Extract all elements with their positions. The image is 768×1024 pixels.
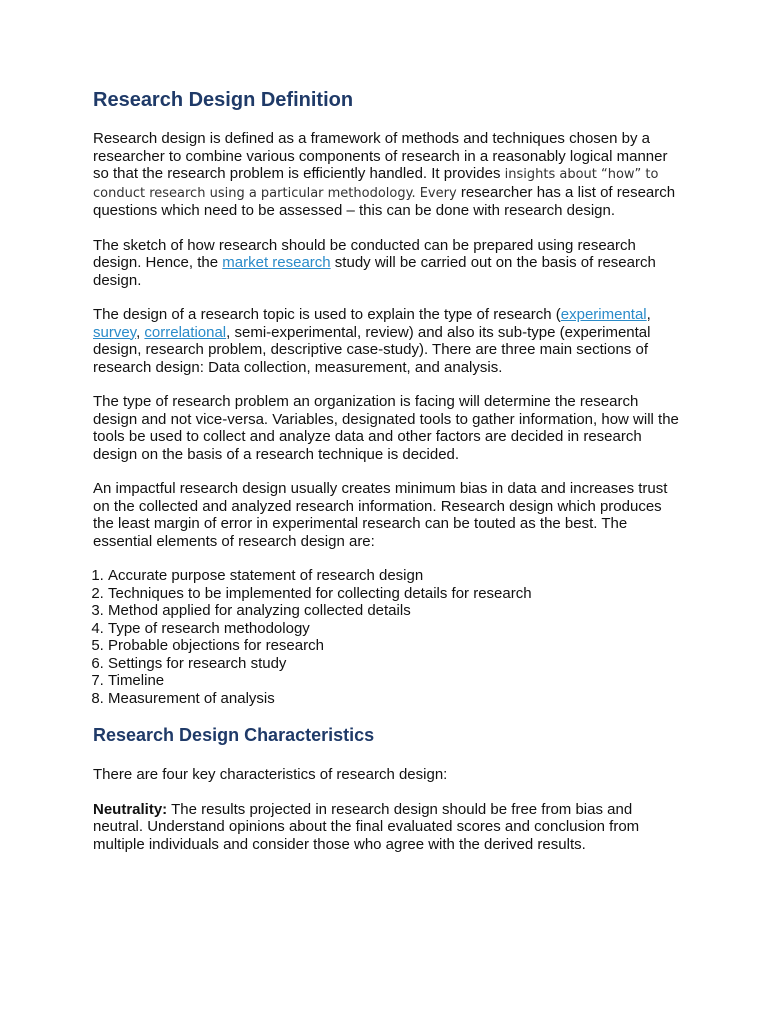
paragraph-sketch-part-b: study will be carried out on the basis of research design. xyxy=(93,254,656,289)
paragraph-design-topic-part-b: , semi-experimental, review) and also its sub-type (experimental design, research problem, descriptive case-study). There are three main sections of research design: Data collection, measurement, and analysis. xyxy=(93,323,651,376)
list-item: 3. Method applied for analyzing collected details xyxy=(108,602,683,620)
market-research-link[interactable]: market research xyxy=(222,254,331,271)
paragraph-sketch-part-a: The sketch of how research should be conducted can be prepared using research design. Hence, the xyxy=(93,236,636,271)
paragraph-design-topic-part-a: The design of a research topic is used to explain the type of research ( xyxy=(93,306,561,323)
list-item: 7. Timeline xyxy=(108,672,683,690)
heading-research-design-definition: Research Design Definition xyxy=(93,89,354,111)
document-page xyxy=(93,86,683,853)
separator-2: , xyxy=(136,323,145,341)
correlational-link[interactable]: correlational xyxy=(144,323,227,341)
separator-1: , xyxy=(646,306,651,323)
neutrality-label: Neutrality: xyxy=(93,800,168,818)
list-item: 2. Techniques to be implemented for collecting details for research xyxy=(108,585,683,603)
list-item: 1. Accurate purpose statement of research design xyxy=(108,567,683,585)
paragraph-definition-part-c: researcher has a list of research questions which need to be assessed – this can be done with research design. xyxy=(93,183,676,219)
list-item: 6. Settings for research study xyxy=(108,655,683,673)
list-item: 5. Probable objections for research xyxy=(108,637,683,655)
paragraph-definition xyxy=(93,130,683,220)
paragraph-definition-part-a: Research design is defined as a framework of methods and techniques chosen by a researcher to combine various components of research in a reasonably logical manner so that the research problem is efficiently handled. It provides xyxy=(93,130,668,182)
paragraph-sketch xyxy=(93,237,683,290)
list-item: 4. Type of research methodology xyxy=(108,620,683,638)
paragraph-definition-part-b: insights about “how” to conduct research using a particular methodology. Every xyxy=(93,167,659,201)
paragraph-impactful-design: An impactful research design usually creates minimum bias in data and increases trust on the collected and analyzed research information. Research design which produces the least margin of error in experimental research can be touted as the best. The essential elements of research design are: xyxy=(93,480,668,550)
paragraph-key-characteristics: There are four key characteristics of research design: xyxy=(93,766,448,783)
list-item: 8. Measurement of analysis xyxy=(108,690,683,708)
neutrality-text: The results projected in research design should be free from bias and neutral. Understand opinions about the final evaluated scores and conclusion from multiple individuals and consider those who agree with the derived results. xyxy=(93,800,640,853)
survey-link[interactable]: survey xyxy=(93,323,137,341)
heading-research-design-characteristics: Research Design Characteristics xyxy=(93,725,375,745)
paragraph-neutrality xyxy=(93,801,683,854)
experimental-link[interactable]: experimental xyxy=(560,306,647,323)
paragraph-design-topic xyxy=(93,306,683,376)
paragraph-research-problem: The type of research problem an organization is facing will determine the research design and not vice-versa. Variables, designated tools to gather information, how will the tools be used to collect and analyze data and other factors are decided in research design on the basis of a research technique is decided. xyxy=(93,393,679,463)
essential-elements-list xyxy=(93,567,683,707)
